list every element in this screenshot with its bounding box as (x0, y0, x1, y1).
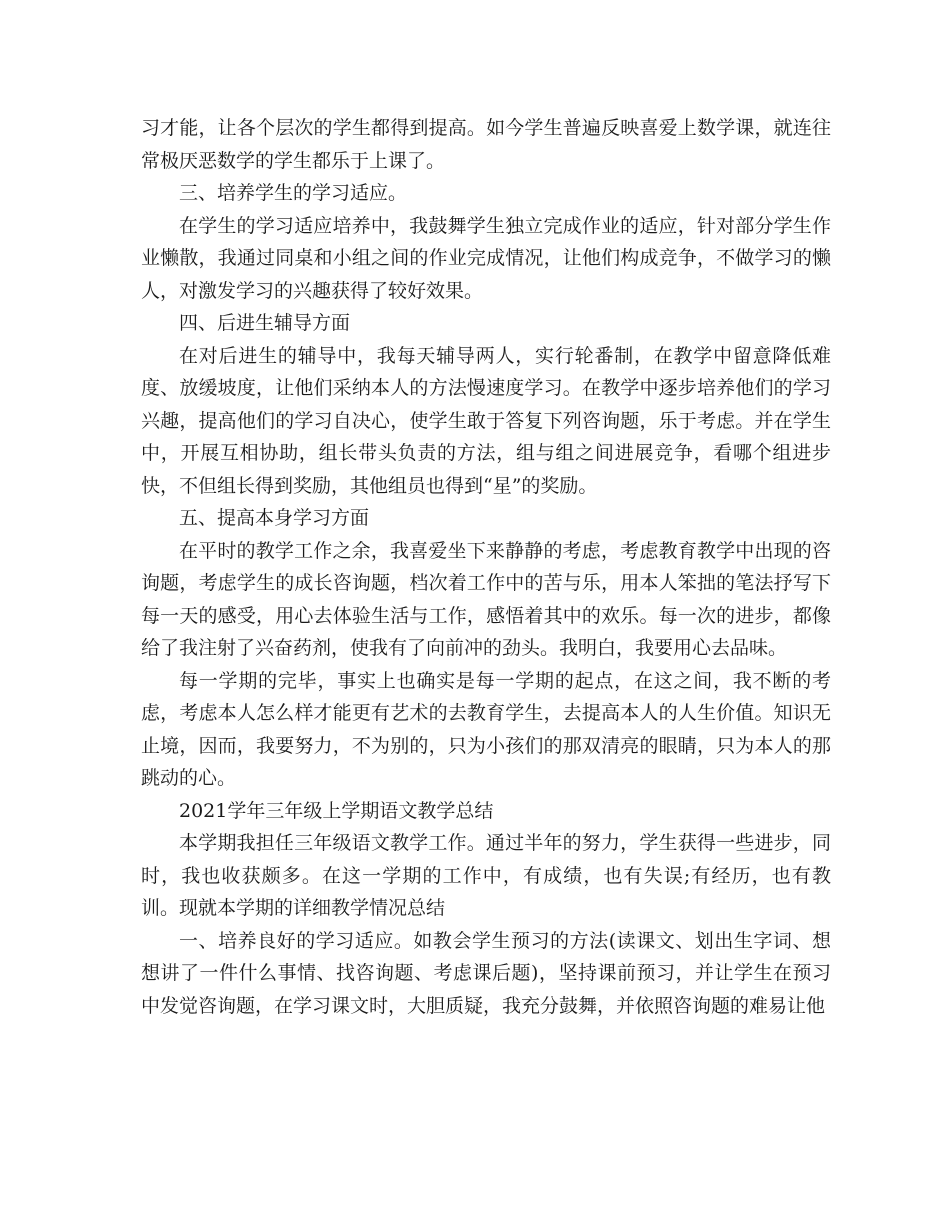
paragraph: 在对后进生的辅导中，我每天辅导两人，实行轮番制，在教学中留意降低难度、放缓坡度，让他们采纳本人的方法慢速度学习。在教学中逐步培养他们的学习兴趣，提高他们的学习自决心，使学生敢于答复下列咨询题，乐于考虑。并在学生中，开展互相协助，组长带头负责的方法，组与组之间进展竞争，看哪个组进步快，不但组长得到奖励，其他组员也得到“星”的奖励。 (141, 344, 831, 497)
paragraph: 每一学期的完毕，事实上也确实是每一学期的起点，在这之间，我不断的考虑，考虑本人怎么样才能更有艺术的去教育学生，去提高本人的人生价值。知识无止境，因而，我要努力，不为别的，只为小孩们的那双清亮的眼睛，只为本人的那跳动的心。 (141, 669, 831, 789)
document-body (141, 112, 831, 1022)
paragraph: 一、培养良好的学习适应。如教会学生预习的方法(读课文、划出生字词、想想讲了一件什么事情、找咨询题、考虑课后题)，坚持课前预习，并让学生在预习中发觉咨询题，在学习课文时，大胆质疑，我充分鼓舞，并依照咨询题的难易让他 (141, 929, 831, 1017)
document-title: 2021学年三年级上学期语文教学总结 (179, 799, 494, 822)
paragraph: 习才能，让各个层次的学生都得到提高。如今学生普遍反映喜爱上数学课，就连往常极厌恶数学的学生都乐于上课了。 (141, 117, 831, 172)
paragraph: 在学生的学习适应培养中，我鼓舞学生独立完成作业的适应，针对部分学生作业懒散，我通过同桌和小组之间的作业完成情况，让他们构成竞争，不做学习的懒人，对激发学习的兴趣获得了较好效果。 (141, 214, 831, 302)
paragraph: 在平时的教学工作之余，我喜爱坐下来静静的考虑，考虑教育教学中出现的咨询题，考虑学生的成长咨询题，档次着工作中的苦与乐，用本人笨拙的笔法抒写下每一天的感受，用心去体验生活与工作，感悟着其中的欢乐。每一次的进步，都像给了我注射了兴奋药剂，使我有了向前冲的劲头。我明白，我要用心去品味。 (141, 539, 831, 659)
section-heading: 五、提高本身学习方面 (179, 507, 370, 529)
section-heading: 三、培养学生的学习适应。 (179, 182, 408, 204)
paragraph: 本学期我担任三年级语文教学工作。通过半年的努力，学生获得一些进步，同时，我也收获颇多。在这一学期的工作中，有成绩，也有失误;有经历，也有教训。现就本学期的详细教学情况总结 (141, 832, 831, 919)
section-heading: 四、后进生辅导方面 (179, 312, 351, 334)
